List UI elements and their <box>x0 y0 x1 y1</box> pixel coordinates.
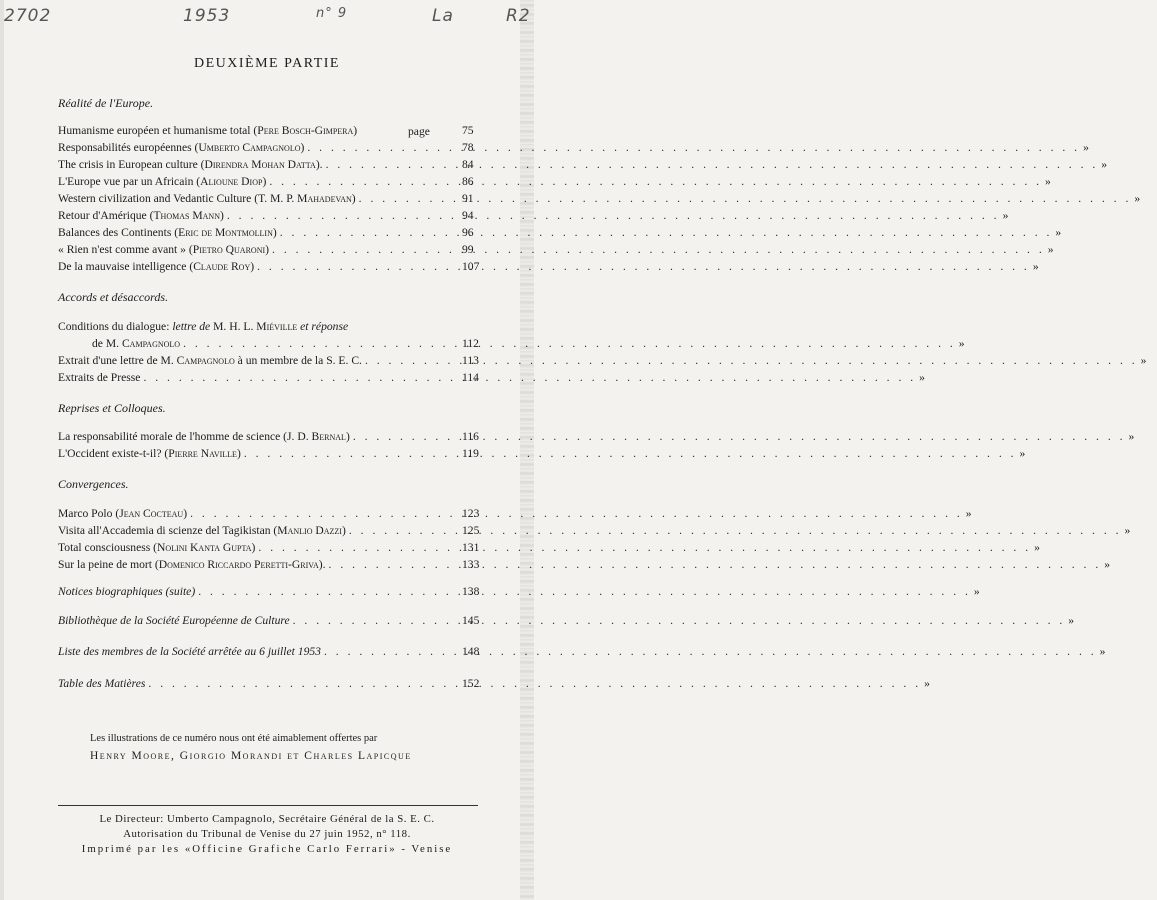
handwritten-note: 2702 <box>4 6 52 26</box>
page-title: DEUXIÈME PARTIE <box>194 56 340 71</box>
handwritten-note: 1953 <box>183 6 231 26</box>
page-number: 91 <box>462 192 474 205</box>
toc-entry: L'Europe vue par un Africain (Alioune Diop) . . . » <box>58 175 458 192</box>
toc-entry: De la mauvaise intelligence (Claude Roy) . . . » <box>58 260 458 277</box>
toc-entry: Liste des membres de la Société arrêtée au 6 juillet 1953 . . . » <box>58 645 458 662</box>
handwritten-note: n° 9 <box>316 6 348 21</box>
imprint-authorization: Autorisation du Tribunal de Venise du 27 juin 1952, n° 118. <box>123 828 411 840</box>
page-number: 125 <box>462 524 480 537</box>
section-heading: Reprises et Colloques. <box>58 401 166 415</box>
section-heading: Accords et désaccords. <box>58 290 169 304</box>
page-number: 138 <box>462 585 480 598</box>
page-number: 78 <box>462 141 474 154</box>
toc-entry: Table des Matières . . . » <box>58 677 458 694</box>
toc-entry: Conditions du dialogue: lettre de M. H. L. Miéville et réponse <box>58 320 349 333</box>
page-number: 116 <box>462 430 479 443</box>
page-number: 113 <box>462 354 479 367</box>
page-number: 119 <box>462 447 479 460</box>
page-number: 152 <box>462 677 480 690</box>
toc-entry: Notices biographiques (suite) . . . » <box>58 585 458 602</box>
page-number: 145 <box>462 614 480 627</box>
page-number: 99 <box>462 243 474 256</box>
toc-entry: Marco Polo (Jean Cocteau) . . . » <box>58 507 458 524</box>
page-number: 75 <box>462 124 474 137</box>
toc-entry: Visita all'Accademia di scienze del Tagikistan (Manlio Dazzi) . . . » <box>58 524 458 541</box>
toc-entry: Extrait d'une lettre de M. Campagnolo à un membre de la S. E. C. . . . » <box>58 354 458 371</box>
page-number: 133 <box>462 558 480 571</box>
toc-entry: Total consciousness (Nolini Kanta Gupta) . . . » <box>58 541 458 558</box>
handwritten-note: R2 <box>506 6 531 26</box>
page-number: 96 <box>462 226 474 239</box>
page-label: page <box>408 125 430 138</box>
page-number: 114 <box>462 371 479 384</box>
toc-entry: « Rien n'est comme avant » (Pietro Quaroni) . . . » <box>58 243 458 260</box>
page-number: 131 <box>462 541 480 554</box>
section-heading: Réalité de l'Europe. <box>58 96 154 110</box>
page-number: 112 <box>462 337 479 350</box>
toc-entry: Western civilization and Vedantic Culture (T. M. P. Mahadevan) . . . » <box>58 192 458 209</box>
page-number: 148 <box>462 645 480 658</box>
section-heading: Convergences. <box>58 477 129 491</box>
page-number: 123 <box>462 507 480 520</box>
imprint-director: Le Directeur: Umberto Campagnolo, Secrétaire Général de la S. E. C. <box>99 813 435 825</box>
toc-entry: Retour d'Amérique (Thomas Mann) . . . » <box>58 209 458 226</box>
page-number: 94 <box>462 209 474 222</box>
divider <box>58 805 478 806</box>
toc-entry: Bibliothèque de la Société Européenne de Culture . . . » <box>58 614 458 631</box>
handwritten-note: La <box>432 6 454 26</box>
toc-entry: Balances des Continents (Eric de Montmollin) . . . » <box>58 226 458 243</box>
toc-entry-continuation: de M. Campagnolo . . . » <box>92 337 458 354</box>
page-number: 107 <box>462 260 480 273</box>
toc-entry: Sur la peine de mort (Domenico Riccardo Peretti-Griva). . . . » <box>58 558 458 575</box>
page-number: 84 <box>462 158 474 171</box>
toc-entry: Humanisme européen et humanisme total (Pere Bosch-Gimpera) <box>58 124 358 137</box>
illustration-credit: Les illustrations de ce numéro nous ont été aimablement offertes par <box>90 733 378 744</box>
toc-entry: The crisis in European culture (Direndra Mohan Datta). . . . » <box>58 158 458 175</box>
page-number: 86 <box>462 175 474 188</box>
imprint-printer: Imprimé par les «Officine Grafiche Carlo Ferrari» - Venise <box>81 843 453 855</box>
scan-edge-left <box>0 0 4 900</box>
toc-entry: Responsabilités européennes (Umberto Campagnolo) . . . » <box>58 141 458 158</box>
toc-entry: La responsabilité morale de l'homme de science (J. D. Bernal) . . . » <box>58 430 458 447</box>
toc-entry: L'Occident existe-t-il? (Pierre Naville) . . . » <box>58 447 458 464</box>
illustration-artists: Henry Moore, Giorgio Morandi et Charles Lapicque <box>90 750 412 762</box>
toc-entry: Extraits de Presse . . . » <box>58 371 458 388</box>
